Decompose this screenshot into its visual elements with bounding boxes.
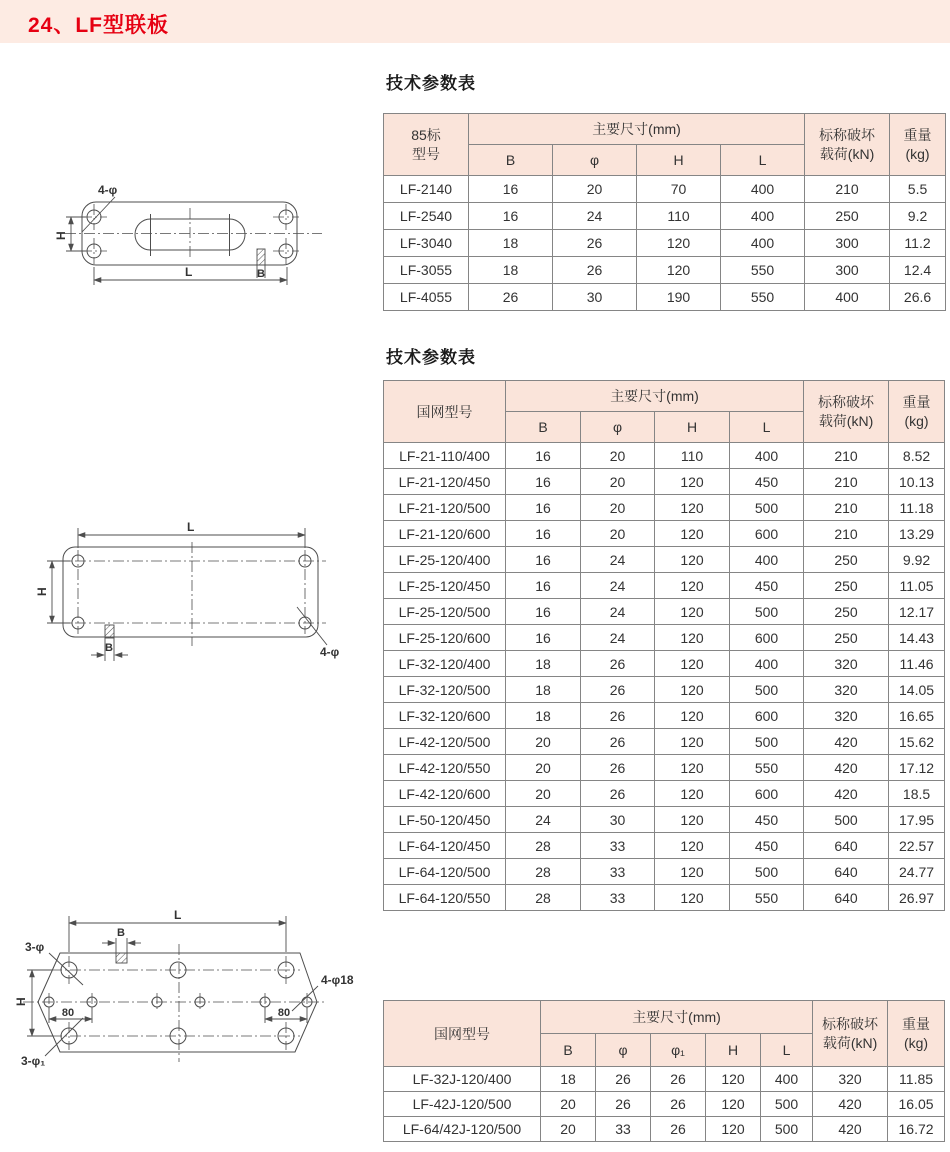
value-cell: 210 bbox=[804, 521, 889, 547]
value-cell: 640 bbox=[804, 833, 889, 859]
table-row bbox=[384, 1117, 945, 1142]
value-cell: 420 bbox=[804, 781, 889, 807]
value-cell: 20 bbox=[553, 176, 637, 203]
col-header-phi: φ bbox=[581, 412, 655, 443]
spec-table-85std bbox=[383, 113, 946, 311]
value-cell: 11.05 bbox=[889, 573, 945, 599]
dim-label-l: L bbox=[187, 520, 195, 534]
col-header-weight: 重量 (kg) bbox=[890, 114, 946, 176]
value-cell: 120 bbox=[655, 651, 730, 677]
value-cell: 26 bbox=[553, 257, 637, 284]
model-cell: LF-21-120/500 bbox=[384, 495, 506, 521]
model-cell: LF-32-120/400 bbox=[384, 651, 506, 677]
value-cell: 20 bbox=[581, 443, 655, 469]
value-cell: 16 bbox=[506, 495, 581, 521]
value-cell: 14.05 bbox=[889, 677, 945, 703]
value-cell: 120 bbox=[655, 599, 730, 625]
value-cell: 26 bbox=[596, 1092, 651, 1117]
table-row bbox=[384, 495, 945, 521]
value-cell: 500 bbox=[730, 729, 804, 755]
value-cell: 26.97 bbox=[889, 885, 945, 911]
col-header-dims: 主要尺寸(mm) bbox=[469, 114, 805, 145]
value-cell: 250 bbox=[805, 203, 890, 230]
value-cell: 450 bbox=[730, 807, 804, 833]
value-cell: 400 bbox=[730, 547, 804, 573]
value-cell: 420 bbox=[813, 1117, 888, 1142]
model-cell: LF-42-120/600 bbox=[384, 781, 506, 807]
value-cell: 210 bbox=[804, 495, 889, 521]
diagram-plate-multihole bbox=[5, 898, 375, 1110]
value-cell: 20 bbox=[506, 781, 581, 807]
value-cell: 120 bbox=[706, 1067, 761, 1092]
spec-table-stategrid bbox=[383, 380, 945, 911]
value-cell: 500 bbox=[761, 1117, 813, 1142]
value-cell: 550 bbox=[730, 755, 804, 781]
value-cell: 13.29 bbox=[889, 521, 945, 547]
spec-table-stategrid-j bbox=[383, 1000, 945, 1142]
value-cell: 110 bbox=[655, 443, 730, 469]
value-cell: 16 bbox=[469, 203, 553, 230]
dim-label-b: B bbox=[257, 268, 265, 280]
page-title: 24、LF型联板 bbox=[28, 14, 170, 37]
value-cell: 450 bbox=[730, 833, 804, 859]
value-cell: 550 bbox=[730, 885, 804, 911]
value-cell: 250 bbox=[804, 625, 889, 651]
value-cell: 400 bbox=[730, 443, 804, 469]
value-cell: 18.5 bbox=[889, 781, 945, 807]
value-cell: 18 bbox=[506, 703, 581, 729]
value-cell: 33 bbox=[581, 833, 655, 859]
table-row bbox=[384, 885, 945, 911]
value-cell: 26.6 bbox=[890, 284, 946, 311]
value-cell: 600 bbox=[730, 781, 804, 807]
value-cell: 120 bbox=[706, 1092, 761, 1117]
value-cell: 250 bbox=[804, 573, 889, 599]
value-cell: 26 bbox=[581, 729, 655, 755]
value-cell: 120 bbox=[655, 547, 730, 573]
value-cell: 120 bbox=[655, 625, 730, 651]
table-row bbox=[384, 651, 945, 677]
value-cell: 11.18 bbox=[889, 495, 945, 521]
value-cell: 26 bbox=[581, 703, 655, 729]
table-row bbox=[384, 859, 945, 885]
table-row bbox=[384, 176, 946, 203]
value-cell: 16 bbox=[506, 599, 581, 625]
col-header-b: B bbox=[469, 145, 553, 176]
table-row bbox=[384, 625, 945, 651]
value-cell: 300 bbox=[805, 230, 890, 257]
value-cell: 70 bbox=[637, 176, 721, 203]
value-cell: 16 bbox=[506, 443, 581, 469]
col-header-b: B bbox=[506, 412, 581, 443]
value-cell: 16 bbox=[506, 469, 581, 495]
value-cell: 20 bbox=[541, 1092, 596, 1117]
table-row bbox=[384, 1092, 945, 1117]
value-cell: 24 bbox=[581, 573, 655, 599]
model-cell: LF-32J-120/400 bbox=[384, 1067, 541, 1092]
value-cell: 400 bbox=[761, 1067, 813, 1092]
table-row bbox=[384, 833, 945, 859]
model-cell: LF-21-110/400 bbox=[384, 443, 506, 469]
model-cell: LF-2540 bbox=[384, 203, 469, 230]
col-header-weight: 重量 (kg) bbox=[889, 381, 945, 443]
value-cell: 120 bbox=[655, 755, 730, 781]
value-cell: 500 bbox=[730, 599, 804, 625]
value-cell: 320 bbox=[813, 1067, 888, 1092]
value-cell: 12.17 bbox=[889, 599, 945, 625]
table-row bbox=[384, 284, 946, 311]
value-cell: 24 bbox=[581, 547, 655, 573]
value-cell: 33 bbox=[581, 885, 655, 911]
value-cell: 26 bbox=[596, 1067, 651, 1092]
model-cell: LF-2140 bbox=[384, 176, 469, 203]
value-cell: 400 bbox=[721, 230, 805, 257]
value-cell: 20 bbox=[581, 495, 655, 521]
col-header-h: H bbox=[706, 1034, 761, 1067]
dim-label-l: L bbox=[174, 908, 182, 922]
value-cell: 30 bbox=[581, 807, 655, 833]
value-cell: 28 bbox=[506, 859, 581, 885]
value-cell: 18 bbox=[469, 230, 553, 257]
value-cell: 640 bbox=[804, 859, 889, 885]
value-cell: 26 bbox=[651, 1092, 706, 1117]
value-cell: 400 bbox=[805, 284, 890, 311]
value-cell: 320 bbox=[804, 703, 889, 729]
col-header-phi1: φ₁ bbox=[651, 1034, 706, 1067]
value-cell: 30 bbox=[553, 284, 637, 311]
hole-count-label: 4-φ bbox=[320, 645, 340, 659]
model-cell: LF-64-120/450 bbox=[384, 833, 506, 859]
plate-outline bbox=[38, 953, 317, 1052]
value-cell: 400 bbox=[730, 651, 804, 677]
col-header-load: 标称破坏 载荷(kN) bbox=[805, 114, 890, 176]
pitch-label-left: 80 bbox=[61, 1007, 75, 1019]
model-cell: LF-64-120/550 bbox=[384, 885, 506, 911]
value-cell: 300 bbox=[805, 257, 890, 284]
model-cell: LF-64/42J-120/500 bbox=[384, 1117, 541, 1142]
plate-outline bbox=[63, 547, 318, 637]
model-cell: LF-25-120/500 bbox=[384, 599, 506, 625]
model-cell: LF-42-120/500 bbox=[384, 729, 506, 755]
value-cell: 26 bbox=[553, 230, 637, 257]
model-cell: LF-21-120/450 bbox=[384, 469, 506, 495]
value-cell: 16.65 bbox=[889, 703, 945, 729]
right-holes-label: 4-φ18 bbox=[321, 973, 354, 987]
value-cell: 24 bbox=[581, 599, 655, 625]
value-cell: 120 bbox=[655, 573, 730, 599]
table-row bbox=[384, 677, 945, 703]
table-row bbox=[384, 1067, 945, 1092]
thickness-section bbox=[257, 249, 265, 265]
value-cell: 18 bbox=[506, 677, 581, 703]
value-cell: 420 bbox=[804, 755, 889, 781]
model-cell: LF-25-120/600 bbox=[384, 625, 506, 651]
value-cell: 16 bbox=[506, 521, 581, 547]
top-holes-label: 3-φ bbox=[25, 940, 45, 954]
table-row bbox=[384, 443, 945, 469]
value-cell: 500 bbox=[730, 859, 804, 885]
value-cell: 110 bbox=[637, 203, 721, 230]
value-cell: 600 bbox=[730, 521, 804, 547]
value-cell: 17.12 bbox=[889, 755, 945, 781]
col-header-phi: φ bbox=[553, 145, 637, 176]
value-cell: 320 bbox=[804, 651, 889, 677]
dim-label-b: B bbox=[117, 927, 125, 939]
value-cell: 16 bbox=[506, 625, 581, 651]
value-cell: 8.52 bbox=[889, 443, 945, 469]
value-cell: 18 bbox=[469, 257, 553, 284]
value-cell: 20 bbox=[506, 755, 581, 781]
table-row bbox=[384, 807, 945, 833]
leader-line bbox=[297, 607, 327, 645]
model-cell: LF-32-120/500 bbox=[384, 677, 506, 703]
page-header bbox=[0, 0, 950, 43]
model-cell: LF-64-120/500 bbox=[384, 859, 506, 885]
corner-holes bbox=[72, 555, 311, 629]
model-cell: LF-42J-120/500 bbox=[384, 1092, 541, 1117]
value-cell: 22.57 bbox=[889, 833, 945, 859]
value-cell: 26 bbox=[581, 755, 655, 781]
col-header-h: H bbox=[655, 412, 730, 443]
value-cell: 250 bbox=[804, 547, 889, 573]
value-cell: 120 bbox=[655, 469, 730, 495]
col-header-dims: 主要尺寸(mm) bbox=[506, 381, 804, 412]
diagram-plate-4hole bbox=[20, 500, 380, 690]
col-header-load: 标称破坏 载荷(kN) bbox=[804, 381, 889, 443]
value-cell: 120 bbox=[655, 677, 730, 703]
thickness-section bbox=[105, 625, 114, 638]
value-cell: 210 bbox=[804, 469, 889, 495]
table-row bbox=[384, 203, 946, 230]
col-header-l: L bbox=[721, 145, 805, 176]
thickness-section bbox=[116, 953, 127, 963]
value-cell: 28 bbox=[506, 885, 581, 911]
value-cell: 15.62 bbox=[889, 729, 945, 755]
value-cell: 16 bbox=[506, 573, 581, 599]
dim-label-b: B bbox=[105, 642, 113, 654]
table-row bbox=[384, 781, 945, 807]
value-cell: 550 bbox=[721, 257, 805, 284]
value-cell: 26 bbox=[469, 284, 553, 311]
diagram-plate-slot bbox=[20, 170, 360, 320]
hole-count-label: 4-φ bbox=[98, 183, 118, 197]
table-row bbox=[384, 469, 945, 495]
value-cell: 210 bbox=[805, 176, 890, 203]
value-cell: 320 bbox=[804, 677, 889, 703]
table-row bbox=[384, 521, 945, 547]
value-cell: 11.2 bbox=[890, 230, 946, 257]
model-cell: LF-42-120/550 bbox=[384, 755, 506, 781]
value-cell: 33 bbox=[581, 859, 655, 885]
value-cell: 120 bbox=[655, 833, 730, 859]
value-cell: 24 bbox=[553, 203, 637, 230]
value-cell: 120 bbox=[655, 521, 730, 547]
leader-line bbox=[292, 986, 318, 1011]
value-cell: 12.4 bbox=[890, 257, 946, 284]
value-cell: 16.05 bbox=[888, 1092, 945, 1117]
model-cell: LF-4055 bbox=[384, 284, 469, 311]
value-cell: 250 bbox=[804, 599, 889, 625]
value-cell: 210 bbox=[804, 443, 889, 469]
value-cell: 24 bbox=[506, 807, 581, 833]
dim-label-h: H bbox=[54, 231, 68, 240]
table-row bbox=[384, 599, 945, 625]
value-cell: 120 bbox=[655, 807, 730, 833]
value-cell: 600 bbox=[730, 625, 804, 651]
value-cell: 420 bbox=[804, 729, 889, 755]
value-cell: 9.2 bbox=[890, 203, 946, 230]
value-cell: 120 bbox=[655, 885, 730, 911]
value-cell: 120 bbox=[655, 703, 730, 729]
dim-label-h: H bbox=[35, 587, 49, 596]
value-cell: 450 bbox=[730, 573, 804, 599]
value-cell: 120 bbox=[655, 859, 730, 885]
value-cell: 120 bbox=[706, 1117, 761, 1142]
value-cell: 550 bbox=[721, 284, 805, 311]
value-cell: 400 bbox=[721, 203, 805, 230]
col-header-l: L bbox=[730, 412, 804, 443]
table-row bbox=[384, 755, 945, 781]
value-cell: 120 bbox=[655, 781, 730, 807]
col-header-h: H bbox=[637, 145, 721, 176]
value-cell: 26 bbox=[581, 677, 655, 703]
value-cell: 500 bbox=[761, 1092, 813, 1117]
model-cell: LF-32-120/600 bbox=[384, 703, 506, 729]
table-row bbox=[384, 703, 945, 729]
bottom-holes-label: 3-φ₁ bbox=[21, 1054, 46, 1068]
value-cell: 26 bbox=[651, 1117, 706, 1142]
model-cell: LF-21-120/600 bbox=[384, 521, 506, 547]
value-cell: 120 bbox=[655, 495, 730, 521]
dim-label-h: H bbox=[14, 997, 28, 1006]
value-cell: 9.92 bbox=[889, 547, 945, 573]
value-cell: 16 bbox=[506, 547, 581, 573]
section-heading-2: 技术参数表 bbox=[386, 348, 476, 367]
value-cell: 400 bbox=[721, 176, 805, 203]
value-cell: 500 bbox=[730, 495, 804, 521]
pitch-label-right: 80 bbox=[277, 1007, 291, 1019]
value-cell: 16 bbox=[469, 176, 553, 203]
value-cell: 500 bbox=[730, 677, 804, 703]
value-cell: 120 bbox=[637, 257, 721, 284]
value-cell: 5.5 bbox=[890, 176, 946, 203]
value-cell: 11.85 bbox=[888, 1067, 945, 1092]
value-cell: 120 bbox=[637, 230, 721, 257]
value-cell: 640 bbox=[804, 885, 889, 911]
model-cell: LF-50-120/450 bbox=[384, 807, 506, 833]
col-header-b: B bbox=[541, 1034, 596, 1067]
table-row bbox=[384, 573, 945, 599]
value-cell: 17.95 bbox=[889, 807, 945, 833]
value-cell: 20 bbox=[581, 469, 655, 495]
table-row bbox=[384, 230, 946, 257]
value-cell: 10.13 bbox=[889, 469, 945, 495]
value-cell: 420 bbox=[813, 1092, 888, 1117]
value-cell: 24 bbox=[581, 625, 655, 651]
col-header-dims: 主要尺寸(mm) bbox=[541, 1001, 813, 1034]
col-header-l: L bbox=[761, 1034, 813, 1067]
table-row bbox=[384, 547, 945, 573]
value-cell: 500 bbox=[804, 807, 889, 833]
dim-label-l: L bbox=[185, 265, 193, 279]
value-cell: 26 bbox=[581, 651, 655, 677]
value-cell: 450 bbox=[730, 469, 804, 495]
value-cell: 600 bbox=[730, 703, 804, 729]
model-cell: LF-25-120/450 bbox=[384, 573, 506, 599]
value-cell: 14.43 bbox=[889, 625, 945, 651]
value-cell: 20 bbox=[581, 521, 655, 547]
value-cell: 33 bbox=[596, 1117, 651, 1142]
value-cell: 18 bbox=[541, 1067, 596, 1092]
col-header-model: 85标 型号 bbox=[384, 114, 469, 176]
col-header-model: 国网型号 bbox=[384, 381, 506, 443]
model-cell: LF-25-120/400 bbox=[384, 547, 506, 573]
model-cell: LF-3040 bbox=[384, 230, 469, 257]
value-cell: 120 bbox=[655, 729, 730, 755]
value-cell: 20 bbox=[506, 729, 581, 755]
value-cell: 28 bbox=[506, 833, 581, 859]
value-cell: 24.77 bbox=[889, 859, 945, 885]
table-row bbox=[384, 257, 946, 284]
value-cell: 16.72 bbox=[888, 1117, 945, 1142]
model-cell: LF-3055 bbox=[384, 257, 469, 284]
value-cell: 18 bbox=[506, 651, 581, 677]
col-header-model: 国网型号 bbox=[384, 1001, 541, 1067]
section-heading-1: 技术参数表 bbox=[386, 74, 476, 93]
col-header-load: 标称破坏 载荷(kN) bbox=[813, 1001, 888, 1067]
col-header-weight: 重量 (kg) bbox=[888, 1001, 945, 1067]
value-cell: 11.46 bbox=[889, 651, 945, 677]
leader-line bbox=[49, 953, 83, 985]
col-header-phi: φ bbox=[596, 1034, 651, 1067]
value-cell: 190 bbox=[637, 284, 721, 311]
value-cell: 26 bbox=[651, 1067, 706, 1092]
value-cell: 20 bbox=[541, 1117, 596, 1142]
value-cell: 26 bbox=[581, 781, 655, 807]
table-row bbox=[384, 729, 945, 755]
